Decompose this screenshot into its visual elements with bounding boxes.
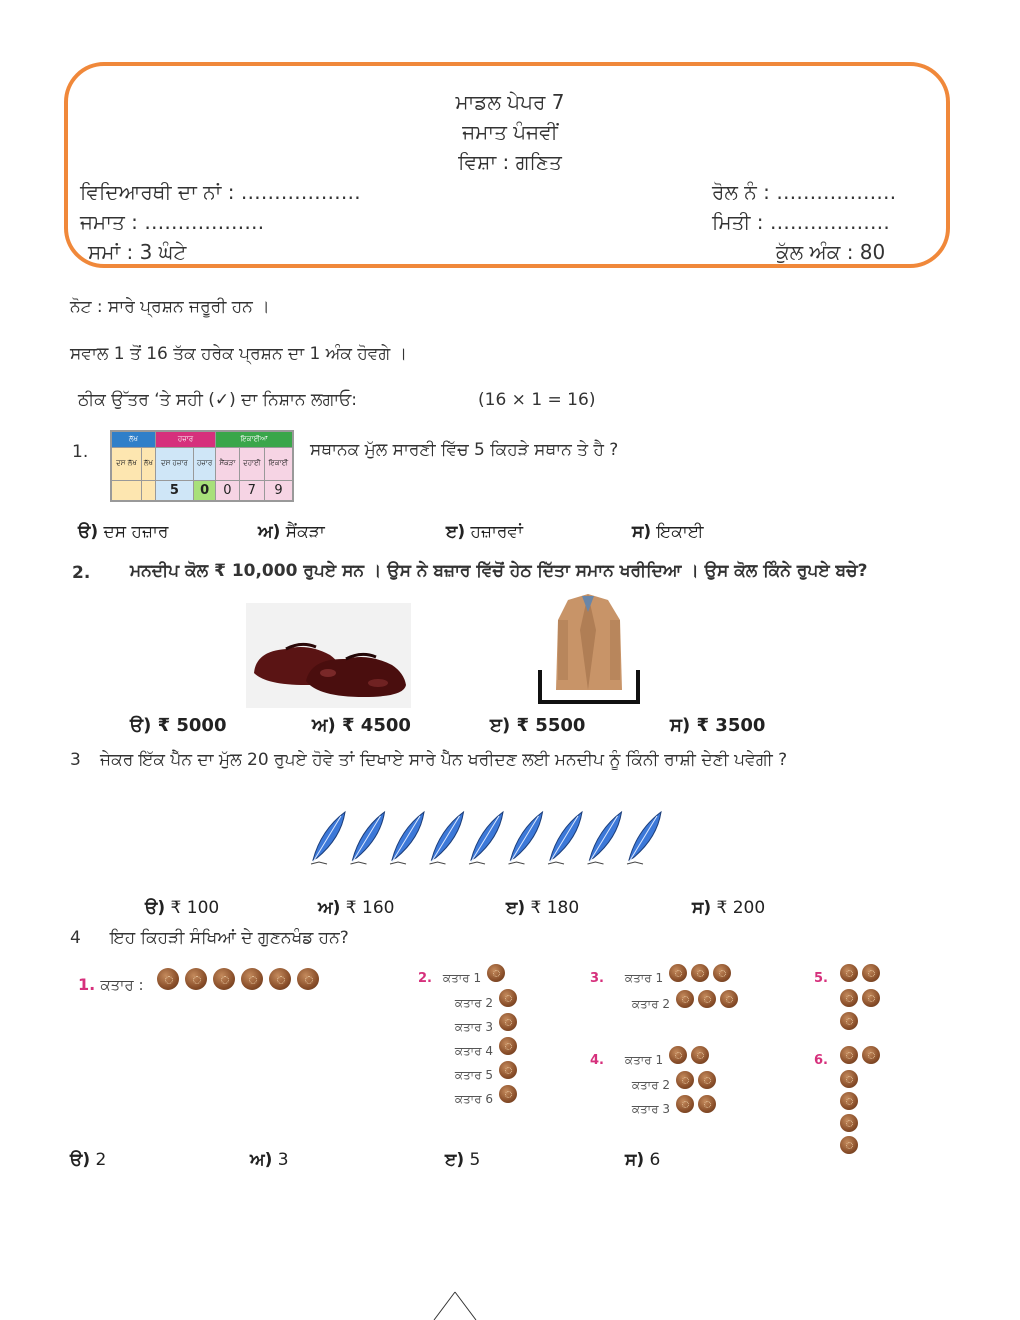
button-icon <box>241 968 263 990</box>
roll-no-field: ਰੋਲ ਨੰ : ……………… <box>712 180 897 204</box>
arrangement-3 <box>590 964 742 1015</box>
instruction: ਠੀਕ ਉੱਤਰ ‘ਤੇ ਸਹੀ (✓) ਦਾ ਨਿਸ਼ਾਨ ਲਗਾਓ: <box>78 390 358 410</box>
q4-option-d[interactable]: ਸ) 6 <box>625 1150 661 1170</box>
button-icon <box>297 968 319 990</box>
row-label: ਕਤਾਰ 5 <box>454 1068 493 1082</box>
pv-col: ਦਸ ਹਜ਼ਾਰ <box>155 448 193 480</box>
button-icon <box>676 1071 694 1089</box>
q2-option-a[interactable]: ੳ) ₹ 5000 <box>130 715 227 736</box>
button-icon <box>840 1114 858 1132</box>
button-icon <box>840 989 858 1007</box>
row-label: ਕਤਾਰ 2 <box>631 1078 670 1092</box>
arrangement-5 <box>814 964 884 1035</box>
button-icon <box>269 968 291 990</box>
button-icon <box>698 990 716 1008</box>
q1-option-b[interactable]: ਅ) ਸੈਂਕੜਾ <box>258 522 325 542</box>
pv-group-units: ਇਕਾਈਆਂ <box>216 432 293 448</box>
button-icon <box>213 968 235 990</box>
q1-option-d[interactable]: ਸ) ਇਕਾਈ <box>632 522 704 542</box>
total-marks-field: ਕੁੱਲ ਅੰਕ : 80 <box>776 240 886 264</box>
q3-option-b[interactable]: ਅ) ₹ 160 <box>318 898 395 918</box>
button-icon <box>157 968 179 990</box>
button-icon <box>720 990 738 1008</box>
arrangement-number: 4. <box>590 1053 604 1068</box>
subject-title: ਵਿਸ਼ਾ : ਗਣਿਤ <box>458 150 562 174</box>
button-icon <box>499 1037 517 1055</box>
button-icon <box>691 1046 709 1064</box>
button-icon <box>185 968 207 990</box>
arrangement-1 <box>78 968 325 994</box>
button-icon <box>840 1136 858 1154</box>
pv-col: ਦਹਾਈ <box>239 448 264 480</box>
q4-option-c[interactable]: ੲ) 5 <box>445 1150 481 1170</box>
pv-digit <box>141 480 155 500</box>
q2-number: 2. <box>72 563 91 583</box>
place-value-table <box>110 430 294 502</box>
button-icon <box>499 1013 517 1031</box>
pen-icon <box>627 812 661 864</box>
row-label: ਕਤਾਰ 1 <box>624 1053 664 1067</box>
button-icon <box>676 1095 694 1113</box>
row-label: ਕਤਾਰ 3 <box>454 1020 493 1034</box>
time-field: ਸਮਾਂ : 3 ਘੰਟੇ <box>88 240 187 264</box>
button-icon <box>691 964 709 982</box>
button-icon <box>840 1012 858 1030</box>
arrangement-number: 3. <box>590 971 604 986</box>
arrangement-4 <box>590 1046 720 1119</box>
pen-icon <box>548 812 582 864</box>
pv-col: ਲੱਖ <box>141 448 155 480</box>
button-icon <box>698 1095 716 1113</box>
pen-icon <box>351 812 385 864</box>
q1-text: ਸਥਾਨਕ ਮੁੱਲ ਸਾਰਣੀ ਵਿੱਚ 5 ਕਿਹੜੇ ਸਥਾਨ ਤੇ ਹੈ ? <box>310 440 619 460</box>
row-label: ਕਤਾਰ 1 <box>624 971 664 985</box>
pen-icon <box>469 812 503 864</box>
pv-digit: 5 <box>155 480 193 500</box>
button-icon <box>499 1085 517 1103</box>
button-icon <box>669 1046 687 1064</box>
shoes-image <box>246 603 411 708</box>
student-name-field: ਵਿਦਿਆਰਥੀ ਦਾ ਨਾਂ : ……………… <box>80 180 361 204</box>
button-icon <box>840 1046 858 1064</box>
q1-option-a[interactable]: ੳ) ਦਸ ਹਜ਼ਾਰ <box>78 522 169 542</box>
pen-icon <box>588 812 622 864</box>
q1-number: 1. <box>72 442 89 462</box>
pen-icon <box>311 812 345 864</box>
date-field: ਮਿਤੀ : ……………… <box>712 210 890 234</box>
q3-text: ਜੇਕਰ ਇੱਕ ਪੈੱਨ ਦਾ ਮੁੱਲ 20 ਰੁਪਏ ਹੋਵੇ ਤਾਂ ਦਿਖਾਏ ਸਾਰੇ ਪੈੱਨ ਖਰੀਦਣ ਲਈ ਮਨਦੀਪ ਨੂੰ ਕਿੰਨੀ ਰਾਸ਼ੀ ਦੇਣੀ ਪਵੇਗੀ ? <box>100 750 788 770</box>
pv-group-lakh: ਲੱਖ <box>112 432 156 448</box>
q2-text: ਮਨਦੀਪ ਕੋਲ ₹ 10,000 ਰੁਪਏ ਸਨ । ਉਸ ਨੇ ਬਜ਼ਾਰ ਵਿੱਚੋਂ ਹੇਠ ਦਿੱਤਾ ਸਮਾਨ ਖਰੀਦਿਆ । ਉਸ ਕੋਲ ਕਿੰਨੇ ਰੁਪਏ ਬਚੇ? <box>130 561 868 581</box>
button-icon <box>840 1092 858 1110</box>
button-icon <box>862 1046 880 1064</box>
row-label: ਕਤਾਰ 2 <box>454 996 493 1010</box>
q2-option-b[interactable]: ਅ) ₹ 4500 <box>312 715 411 736</box>
pv-digit: 0 <box>216 480 239 500</box>
arrangement-2 <box>418 964 521 1109</box>
row-label: ਕਤਾਰ : <box>100 976 144 994</box>
paper-title: ਮਾਡਲ ਪੇਪਰ 7 <box>455 90 565 114</box>
q2-option-c[interactable]: ੲ) ₹ 5500 <box>490 715 586 736</box>
pv-col: ਇਕਾਈ <box>264 448 292 480</box>
pen-icon <box>430 812 464 864</box>
pv-digit: 9 <box>264 480 292 500</box>
button-icon <box>698 1071 716 1089</box>
pv-col: ਸੈਂਕੜਾ <box>216 448 239 480</box>
pv-digit: 0 <box>193 480 215 500</box>
button-icon <box>669 964 687 982</box>
row-label: ਕਤਾਰ 2 <box>631 997 670 1011</box>
arrangement-number: 6. <box>814 1053 828 1068</box>
q4-number: 4 <box>70 928 81 948</box>
row-label: ਕਤਾਰ 6 <box>454 1092 493 1106</box>
q4-option-a[interactable]: ੳ) 2 <box>70 1150 107 1170</box>
class-title: ਜਮਾਤ ਪੰਜਵੀਂ <box>462 120 558 144</box>
button-icon <box>862 989 880 1007</box>
q3-option-c[interactable]: ੲ) ₹ 180 <box>506 898 580 918</box>
page-number-decoration <box>430 1290 480 1320</box>
q4-option-b[interactable]: ਅ) 3 <box>250 1150 289 1170</box>
button-icon <box>676 990 694 1008</box>
section-marks: (16 × 1 = 16) <box>478 390 596 410</box>
button-icon <box>487 964 505 982</box>
button-icon <box>499 989 517 1007</box>
button-icon <box>499 1061 517 1079</box>
pen-icon <box>390 812 424 864</box>
q1-option-c[interactable]: ੲ) ਹਜ਼ਾਰਵਾਂ <box>446 522 523 542</box>
q3-option-a[interactable]: ੳ) ₹ 100 <box>145 898 220 918</box>
q4-text: ਇਹ ਕਿਹੜੀ ਸੰਖਿਆਂ ਦੇ ਗੁਣਨਖੰਡ ਹਨ? <box>110 928 349 948</box>
button-icon <box>840 964 858 982</box>
button-icon <box>840 1070 858 1088</box>
arrangement-6 <box>814 1046 884 1158</box>
pen-icon <box>509 812 543 864</box>
q3-option-d[interactable]: ਸ) ₹ 200 <box>692 898 766 918</box>
button-icon <box>862 964 880 982</box>
note-all-compulsory: ਨੋਟ : ਸਾਰੇ ਪ੍ਰਸ਼ਨ ਜਰੂਰੀ ਹਨ । <box>70 297 270 317</box>
pv-digit: 7 <box>239 480 264 500</box>
pv-digit <box>112 480 142 500</box>
pv-col: ਦਸ ਲੱਖ <box>112 448 142 480</box>
row-label: ਕਤਾਰ 3 <box>631 1102 670 1116</box>
q3-number: 3 <box>70 750 81 770</box>
button-icon <box>713 964 731 982</box>
row-label: ਕਤਾਰ 1 <box>442 971 482 985</box>
coat-image <box>538 590 640 705</box>
arrangement-number: 5. <box>814 971 828 986</box>
row-label: ਕਤਾਰ 4 <box>454 1044 493 1058</box>
note-marks: ਸਵਾਲ 1 ਤੋਂ 16 ਤੱਕ ਹਰੇਕ ਪ੍ਰਸ਼ਨ ਦਾ 1 ਅੰਕ ਹੋਵਗੇ । <box>70 344 408 364</box>
pens-image <box>305 810 670 868</box>
pv-group-thousand: ਹਜ਼ਾਰ <box>155 432 215 448</box>
class-field: ਜਮਾਤ : ……………… <box>80 210 265 234</box>
arrangement-number: 1. <box>78 975 96 994</box>
q2-option-d[interactable]: ਸ) ₹ 3500 <box>670 715 766 736</box>
pv-col: ਹਜ਼ਾਰ <box>193 448 215 480</box>
arrangement-number: 2. <box>418 971 432 986</box>
